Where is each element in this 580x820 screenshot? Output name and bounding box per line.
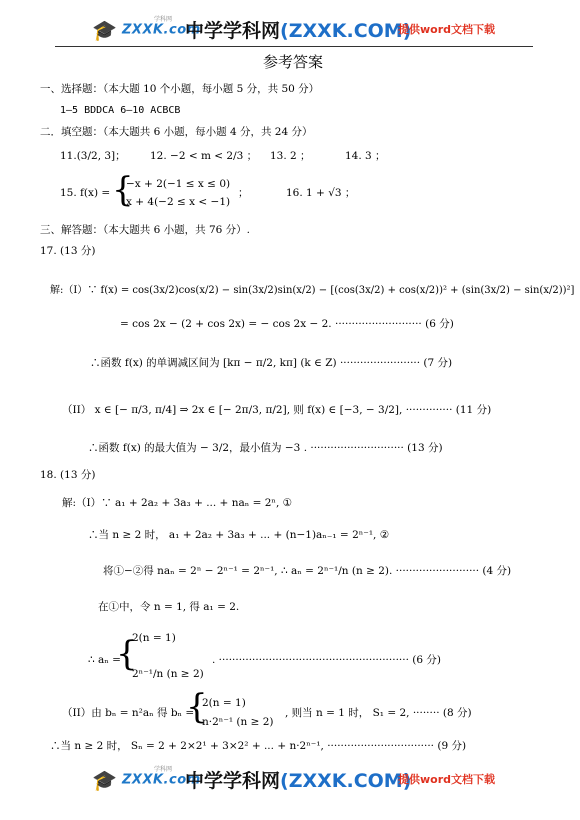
- logo-text: ZXXK.com: [122, 22, 201, 38]
- problem18-line6-post: , 则当 n = 1 时， S₁ = 2, ········ (8 分): [285, 707, 472, 719]
- footer-site-name: 中学学科网: [185, 770, 281, 792]
- page-header: [0, 10, 580, 50]
- footer-logo-subtext: 学科网: [154, 766, 173, 773]
- logo-subtext: 学科网: [154, 16, 173, 23]
- problem18-line2: ∴当 n ≥ 2 时， a₁ + 2a₂ + 3a₃ + ... + (n−1)aₙ₋₁ = 2ⁿ⁻¹, ②: [88, 529, 390, 541]
- footer-logo-text: ZXXK.com: [122, 772, 201, 788]
- section1-answers: 1—5 BDDCA 6—10 ACBCB: [60, 105, 181, 116]
- site-title: [185, 16, 411, 43]
- graduation-cap-icon: 🎓: [92, 18, 117, 42]
- answer-15-case1: −x + 2(−1 ≤ x ≤ 0): [126, 178, 231, 190]
- problem17-line2: = cos 2x − (2 + cos 2x) = − cos 2x − 2. ·························· (6 分): [120, 318, 454, 330]
- problem18-line5-label: ∴ aₙ =: [88, 654, 121, 666]
- section3-heading: 三、解答题：（本大题共 6 小题，共 76 分）.: [40, 224, 250, 236]
- download-link[interactable]: 提供word文档下载: [398, 23, 496, 36]
- problem18-line6-case2: n·2ⁿ⁻¹ (n ≥ 2): [202, 716, 274, 728]
- graduation-cap-icon: 🎓: [92, 768, 117, 792]
- answer-16: 16. 1 + √3 ；: [286, 187, 356, 199]
- problem17-line5: ∴函数 f(x) 的最大值为 − 3/2，最小值为 −3 . ···························· (13 分): [88, 442, 443, 454]
- section2-heading: 二．填空题：（本大题共 6 小题，每小题 4 分，共 24 分）: [40, 126, 313, 138]
- answer-13: 13. 2 ；: [270, 150, 311, 162]
- problem18-line5-case1: 2(n = 1): [132, 632, 176, 644]
- answer-15-end: ；: [238, 187, 249, 199]
- problem18-label: 18. (13 分): [40, 469, 96, 481]
- brace-18b: {: [186, 687, 208, 727]
- problem18-line6-case1: 2(n = 1): [202, 697, 246, 709]
- answer-15-label: 15. f(x) =: [60, 187, 111, 199]
- page-footer: [0, 760, 580, 800]
- brace-18a: {: [116, 634, 138, 674]
- problem17-line3: ∴函数 f(x) 的单调减区间为 [kπ − π/2, kπ] (k ∈ Z) ························ (7 分): [90, 357, 453, 369]
- problem18-line4: 在①中，令 n = 1, 得 a₁ = 2.: [98, 601, 240, 613]
- problem18-line7: ∴当 n ≥ 2 时， Sₙ = 2 + 2×2¹ + 3×2² + ... + n·2ⁿ⁻¹, ································ (9 分): [50, 740, 467, 752]
- problem18-line6-pre: （II）由 bₙ = n²aₙ 得 bₙ =: [62, 707, 195, 719]
- footer-site-title: [185, 766, 411, 793]
- problem18-line3: 将①−②得 naₙ = 2ⁿ − 2ⁿ⁻¹ = 2ⁿ⁻¹, ∴ aₙ = 2ⁿ⁻¹/n (n ≥ 2). ························· (4 分): [103, 565, 512, 577]
- site-name: 中学学科网: [185, 20, 281, 42]
- section1-heading: 一、选择题：（本大题 10 个小题，每小题 5 分，共 50 分）: [40, 83, 320, 95]
- page-title: 参考答案: [263, 53, 324, 71]
- answer-12: 12. −2 < m < 2/3 ；: [150, 150, 258, 162]
- problem18-line5-case2: 2ⁿ⁻¹/n (n ≥ 2): [132, 668, 204, 680]
- brace-15: {: [112, 170, 134, 210]
- answer-15-case2: x + 4(−2 ≤ x < −1): [126, 196, 231, 208]
- site-code: (ZXXK.COM): [280, 20, 412, 42]
- footer-download-link[interactable]: 提供word文档下载: [398, 773, 496, 786]
- header-divider: [55, 46, 533, 47]
- problem18-line1: 解:（I）∵ a₁ + 2a₂ + 3a₃ + ... + naₙ = 2ⁿ, ①: [62, 497, 293, 509]
- answer-14: 14. 3 ；: [345, 150, 386, 162]
- footer-site-code: (ZXXK.COM): [280, 770, 412, 792]
- problem17-label: 17. (13 分): [40, 245, 96, 257]
- problem18-line5-end: . ························································· (6 分): [212, 654, 441, 666]
- answer-11: 11.(3/2, 3]；: [60, 150, 126, 162]
- problem17-line1: 解:（I）∵ f(x) = cos(3x/2)cos(x/2) − sin(3x/2)sin(x/2) − [(cos(3x/2) + cos(x/2))² + (sin(3x/2) − sin(x/2))²]: [50, 285, 575, 296]
- problem17-line4: （II） x ∈ [− π/3, π/4] ⇒ 2x ∈ [− 2π/3, π/2], 则 f(x) ∈ [−3, − 3/2], ·············· (11 分): [62, 404, 492, 416]
